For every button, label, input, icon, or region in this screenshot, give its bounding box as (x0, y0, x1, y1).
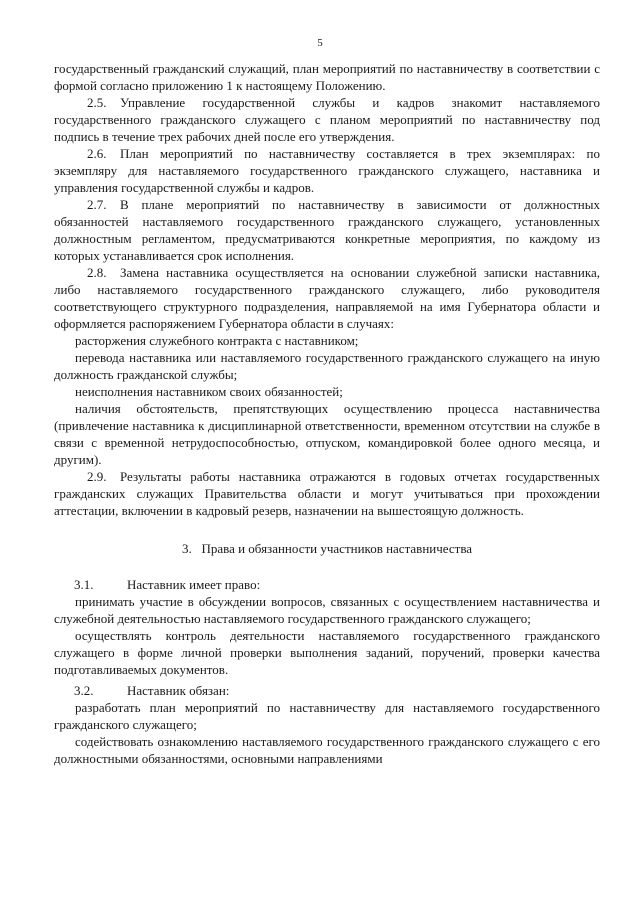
duties-item: содействовать ознакомлению наставляемого государственного гражданского служащего с его должностными обязанностями, основными направлениями (54, 734, 600, 766)
paragraph-2-6 (54, 145, 600, 196)
case-item: перевода наставника или наставляемого государственного гражданского служащего на иную должность гражданской службы; (54, 350, 600, 382)
rights-item: осуществлять контроль деятельности наставляемого государственного гражданского служащего в форме личной проверки выполнения заданий, поручений, проверки качества подготавливаемых документов. (54, 628, 600, 677)
item-number: 2.8. (87, 265, 107, 280)
item-number: 3.2. (74, 683, 94, 698)
item-text: Результаты работы наставника отражаются в годовых отчетах государственных гражданских служащих Правительства области и могут учитываться при прохождении аттестации, включении в кадровый резерв, назначении на вышестоящую должность. (54, 469, 600, 518)
item-text: Замена наставника осуществляется на основании служебной записки наставника, либо наставляемого государственного гражданского служащего, либо руководителя соответствующего структурного подразделения, направляемой на имя Губернатора области и оформляется распоряжением Губернатора области в случаях: (54, 265, 600, 331)
page-number: 5 (317, 37, 323, 49)
paragraph-2-5 (54, 94, 600, 145)
item-text: В плане мероприятий по наставничеству в зависимости от должностных обязанностей наставляемого государственного гражданского служащего, установленных должностным регламентом, предусматриваются конкретные мероприятия, по каждому из которых устанавливается срок исполнения. (54, 197, 600, 263)
paragraph-2-7 (54, 196, 600, 264)
item-text: Наставник имеет право: (127, 577, 261, 592)
item-text: Наставник обязан: (127, 683, 230, 698)
paragraph-2-8 (54, 264, 600, 332)
item-number: 2.5. (87, 95, 107, 110)
document-body (54, 60, 600, 767)
paragraph-intro: государственный гражданский служащий, план мероприятий по наставничеству в соответствии с формой согласно приложению 1 к настоящему Положению. (54, 61, 600, 93)
item-number: 2.7. (87, 197, 107, 212)
case-item: наличия обстоятельств, препятствующих осуществлению процесса наставничества (привлечение наставника к дисциплинарной ответственности, временном отсутствии на службе в связи с временной нетрудоспособностью, отпуском, командировкой более одного месяца, и другим). (54, 401, 600, 467)
item-text: План мероприятий по наставничеству составляется в трех экземплярах: по экземпляру для наставляемого государственного гражданского служащего, наставника и управления государственной службы и кадров. (54, 146, 600, 195)
section-3-heading: 3. Права и обязанности участников наставничества (181, 541, 473, 556)
duties-item: разработать план мероприятий по наставничеству для наставляемого государственного гражданского служащего; (54, 700, 600, 732)
item-number: 3.1. (74, 577, 94, 592)
rights-item: принимать участие в обсуждении вопросов, связанных с осуществлением наставничества и служебной деятельностью наставляемого государственного гражданского служащего; (54, 594, 600, 626)
subsection-3-1 (54, 576, 600, 593)
case-item: неисполнения наставником своих обязанностей; (75, 384, 343, 399)
subsection-3-2 (54, 682, 600, 699)
item-text: Управление государственной службы и кадров знакомит наставляемого государственного гражданского служащего с планом мероприятий по наставничеству под подпись в течение трех рабочих дней после его утверждения. (54, 95, 600, 144)
item-number: 2.9. (87, 469, 107, 484)
item-number: 2.6. (87, 146, 107, 161)
case-item: расторжения служебного контракта с наставником; (75, 333, 359, 348)
paragraph-2-9 (54, 468, 600, 519)
